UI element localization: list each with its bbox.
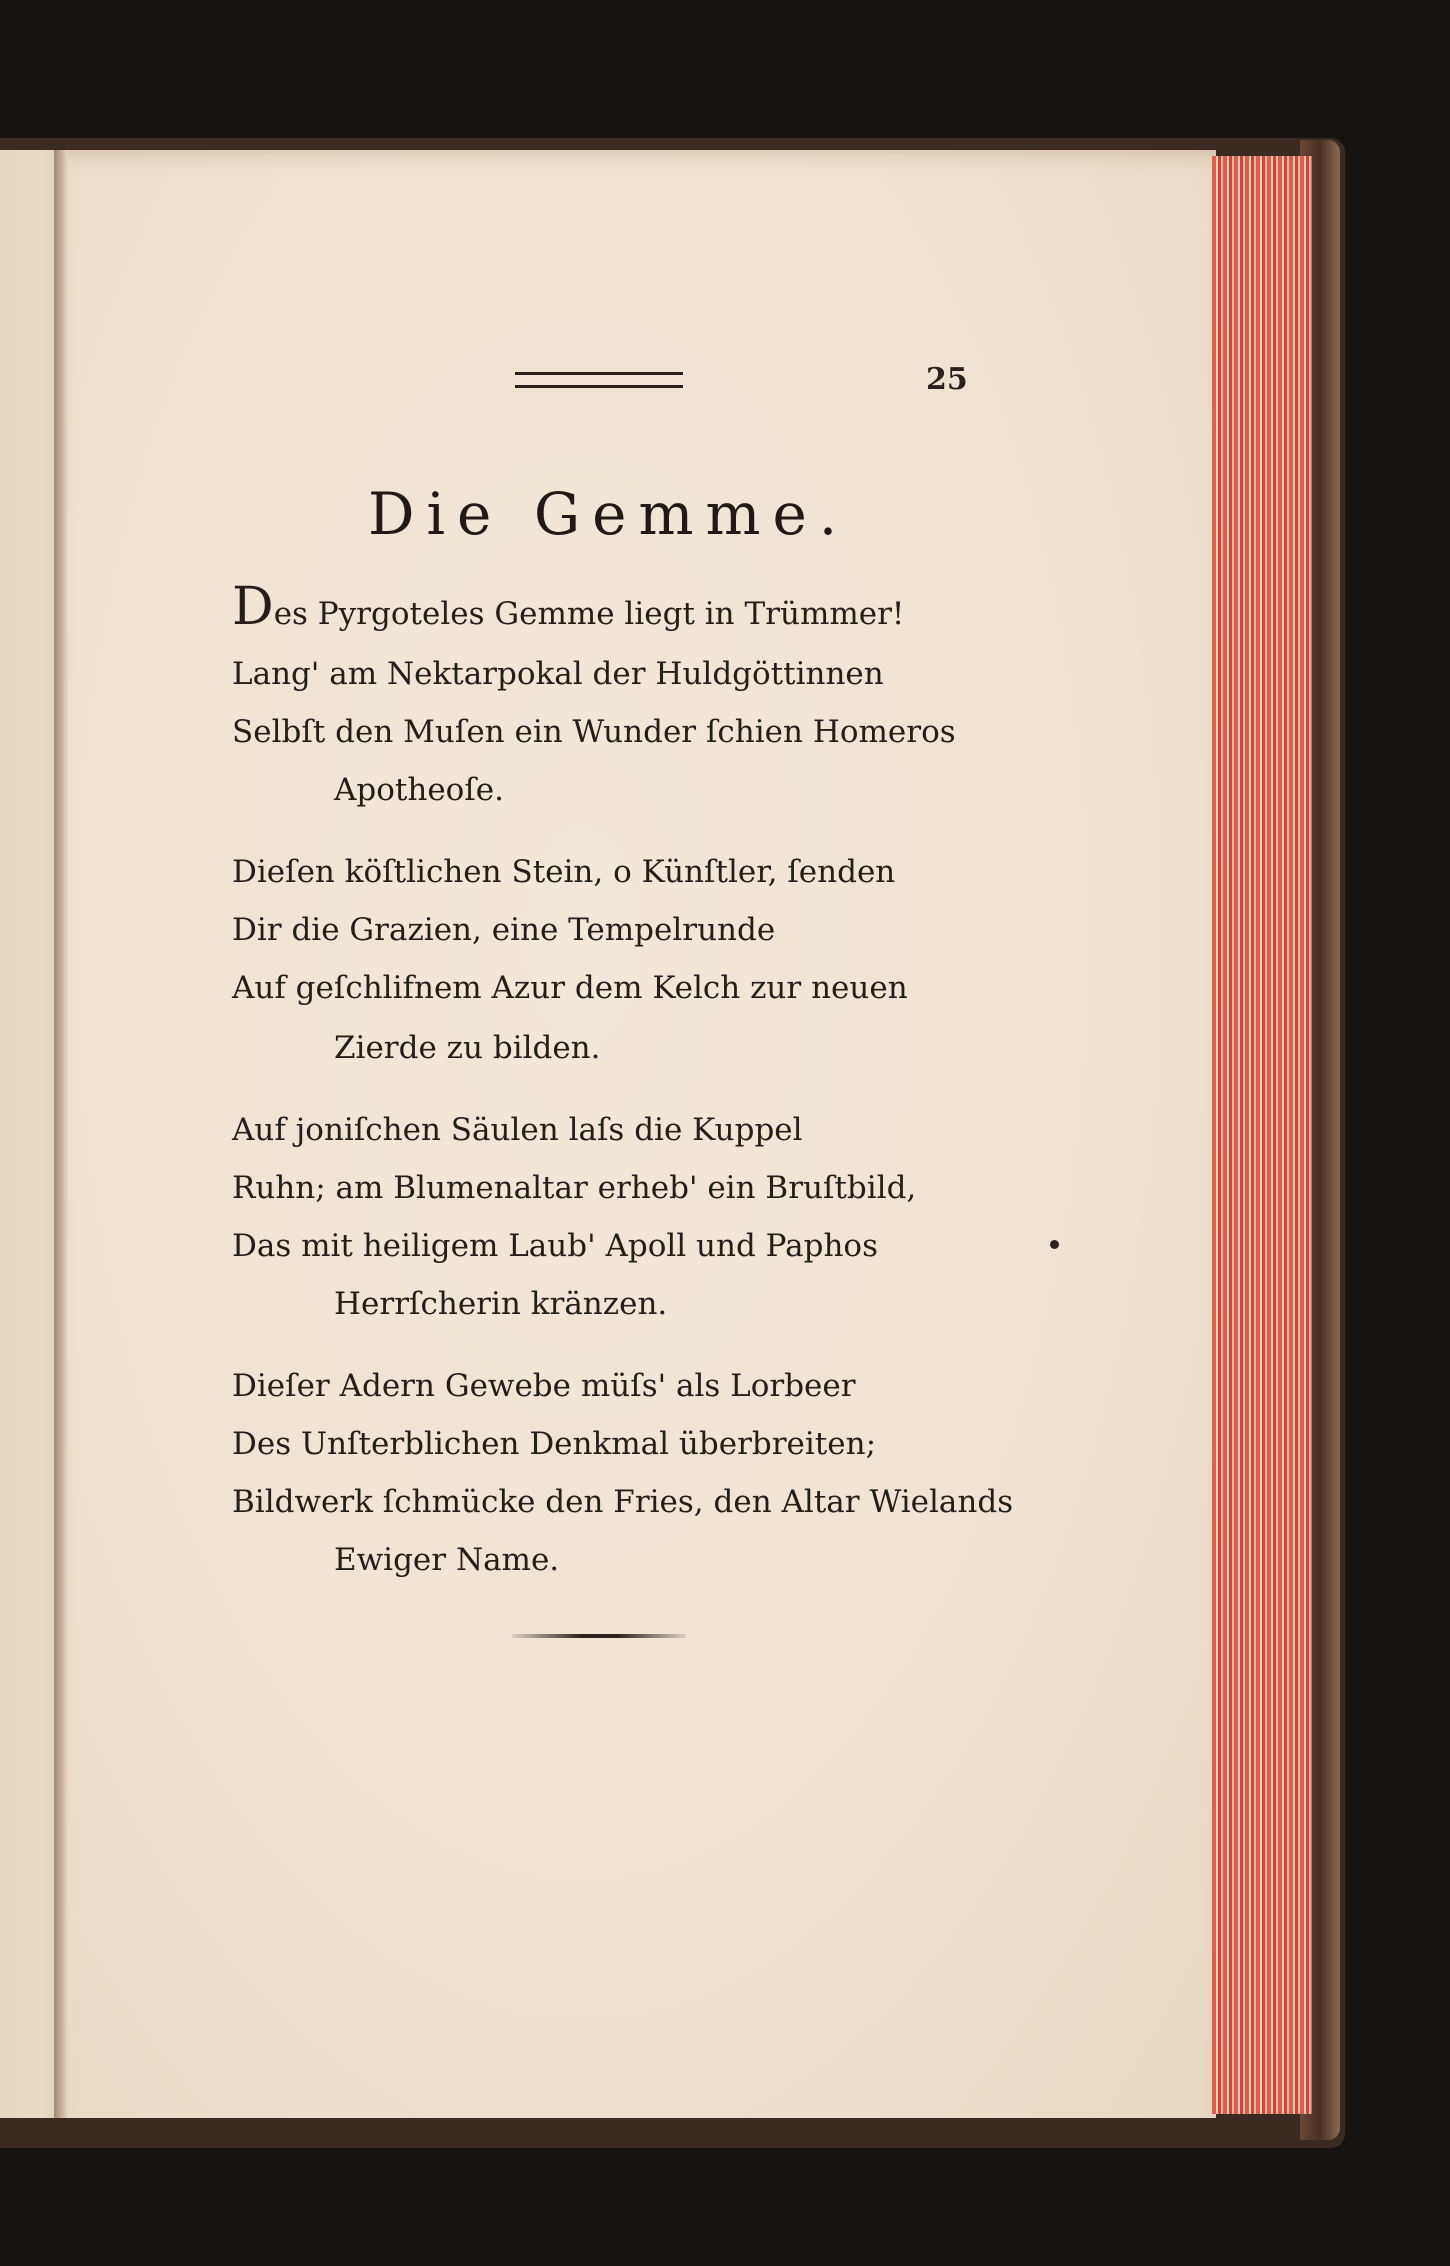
poem-line: Das mit heiligem Laub' Apoll und Paphos bbox=[232, 1228, 879, 1264]
poem-title: Die Gemme. bbox=[368, 480, 850, 548]
poem-line: Ewiger Name. bbox=[334, 1542, 560, 1578]
page-gutter bbox=[54, 150, 68, 2118]
ink-speck bbox=[1050, 1240, 1059, 1249]
poem-line-text: es Pyrgoteles Gemme liegt in Trümmer! bbox=[273, 596, 905, 632]
poem-line: Bildwerk ſchmücke den Fries, den Altar Wielands bbox=[232, 1484, 1014, 1520]
poem-line: Auf geſchlifnem Azur dem Kelch zur neuen bbox=[232, 970, 908, 1006]
poem-line: Zierde zu bilden. bbox=[334, 1030, 601, 1066]
poem-line: Dieſer Adern Gewebe müſs' als Lorbeer bbox=[232, 1368, 856, 1404]
poem-line: Herrſcherin kränzen. bbox=[334, 1286, 668, 1322]
poem-line bbox=[232, 577, 905, 637]
poem-line: Ruhn; am Blumenaltar erheb' ein Bruſtbild, bbox=[232, 1170, 917, 1206]
poem-line: Dir die Grazien, eine Tempelrunde bbox=[232, 912, 776, 948]
poem-line: Des Unſterblichen Denkmal überbreiten; bbox=[232, 1426, 877, 1462]
header-rule bbox=[515, 372, 683, 388]
end-rule bbox=[512, 1634, 686, 1638]
poem-line: Dieſen köſtlichen Stein, o Künſtler, ſenden bbox=[232, 854, 896, 890]
poem-line: Apotheoſe. bbox=[334, 772, 505, 808]
poem-line: Selbſt den Muſen ein Wunder ſchien Homeros bbox=[232, 714, 956, 750]
page-edges bbox=[1212, 156, 1312, 2114]
poem-line: Lang' am Nektarpokal der Huldgöttinnen bbox=[232, 656, 884, 692]
drop-cap: D bbox=[232, 577, 274, 637]
page-number: 25 bbox=[926, 362, 968, 397]
poem-line: Auf joniſchen Säulen laſs die Kuppel bbox=[232, 1112, 803, 1148]
